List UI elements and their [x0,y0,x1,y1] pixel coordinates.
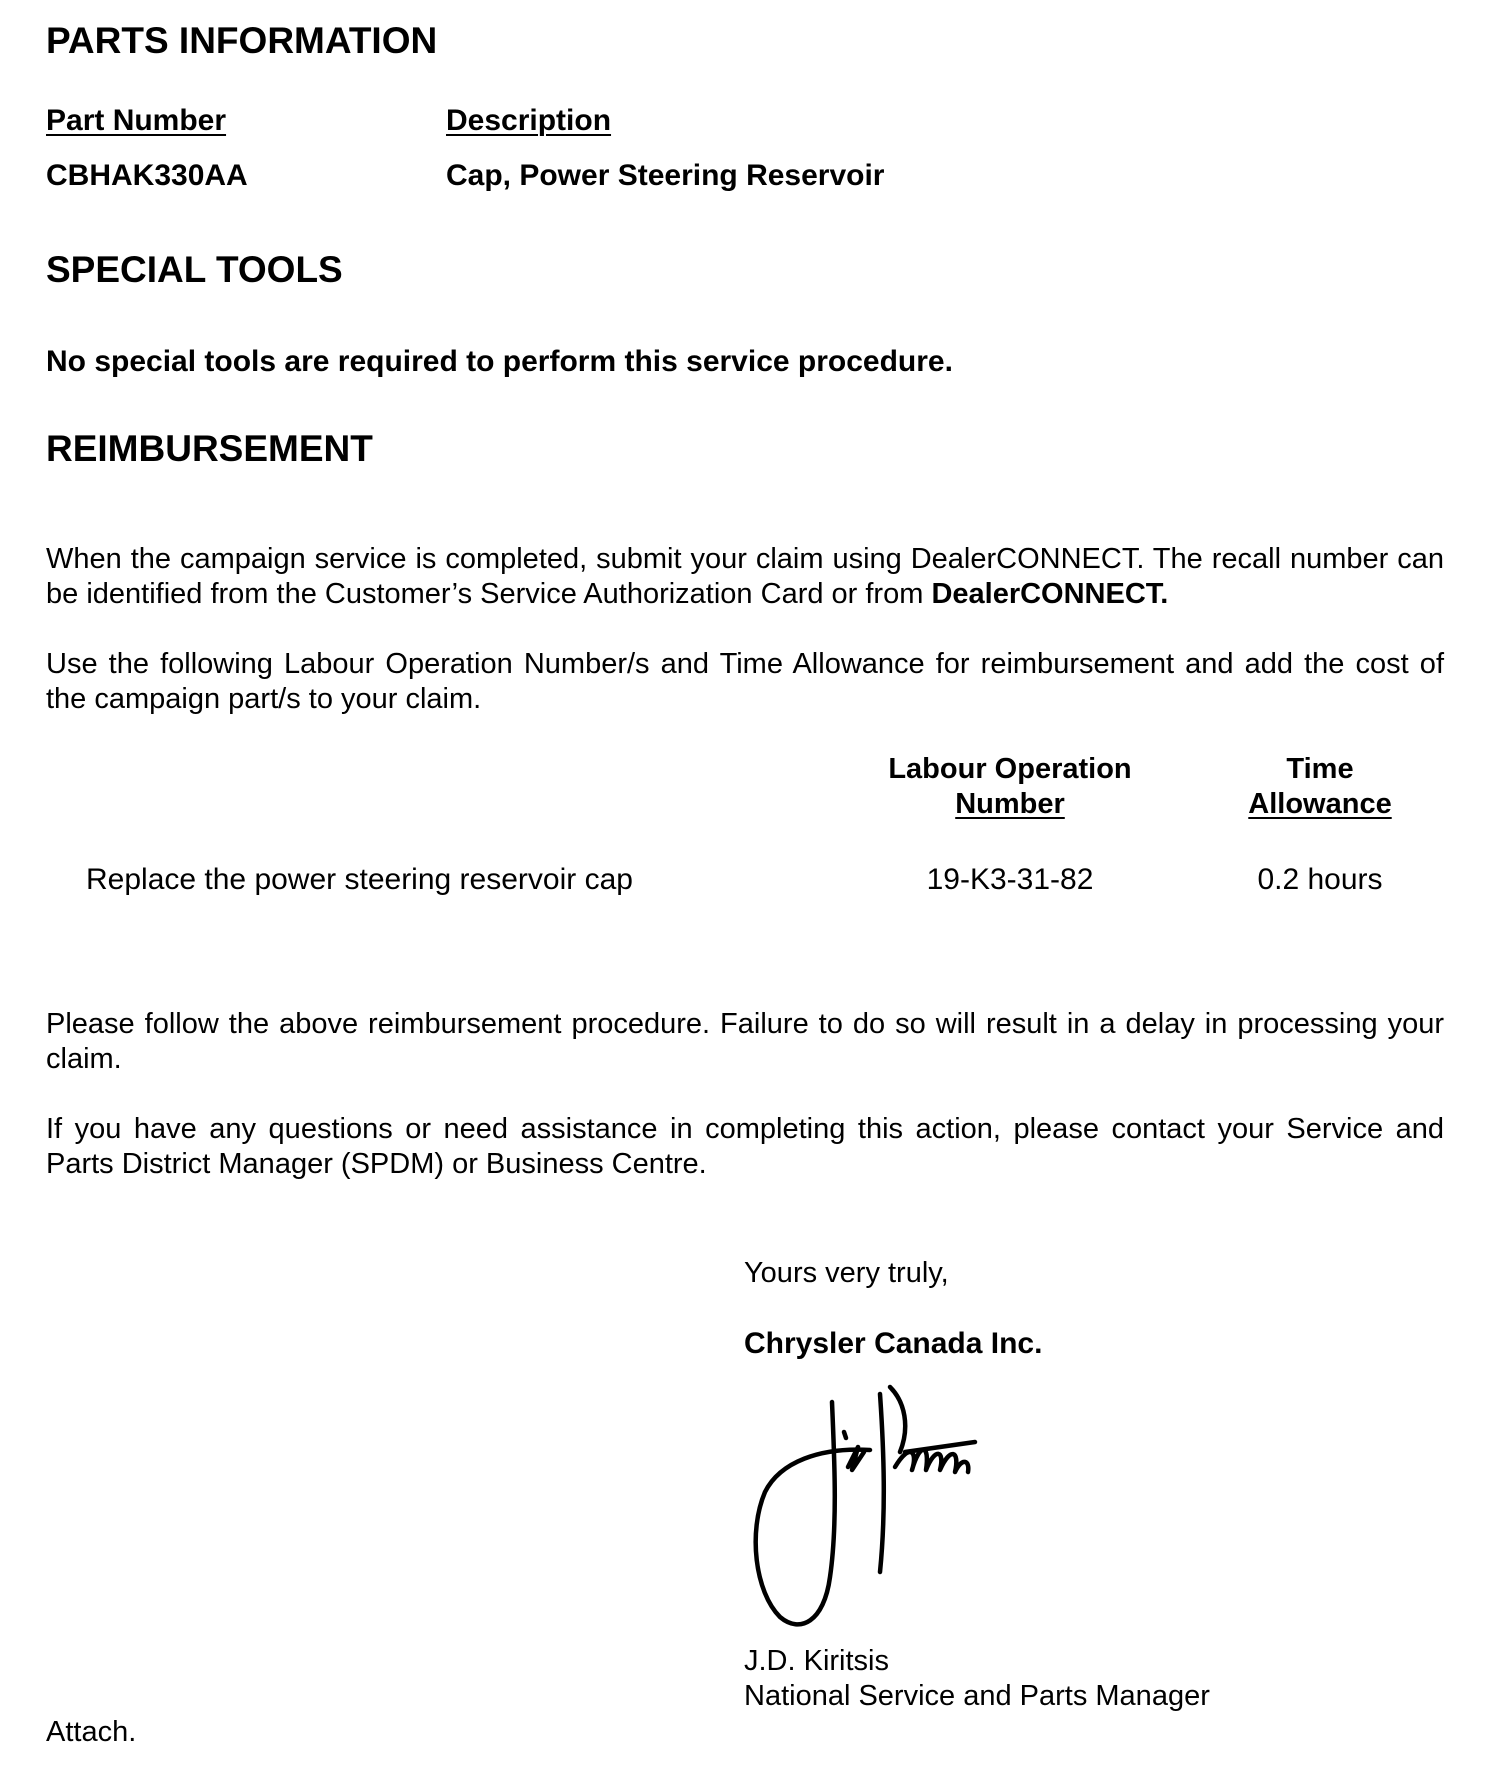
labour-operation-header-line2: Number [955,788,1065,820]
time-allowance-header [1220,752,1420,822]
labour-operation-header [860,752,1160,822]
labour-operation-header-line1: Labour Operation [888,753,1132,785]
special-tools-text: No special tools are required to perform this service procedure. [46,345,953,378]
special-tools-heading: SPECIAL TOOLS [46,249,343,290]
reimbursement-paragraph-1-text: When the campaign service is completed, submit your claim using DealerCONNECT. The recall number can be identified from the Customer’s Service Authorization Card or from [46,543,1444,610]
attachment-note: Attach. [46,1716,137,1748]
reimbursement-paragraph-3: Please follow the above reimbursement procedure. Failure to do so will result in a delay in processing your claim. [46,1008,1444,1075]
part-number-value: CBHAK330AA [46,159,248,192]
reimbursement-paragraph-4: If you have any questions or need assistance in completing this action, please contact your Service and Parts District Manager (SPDM) or Business Centre. [46,1113,1444,1180]
table-row-labour-number: 19-K3-31-82 [926,863,1094,896]
company-name: Chrysler Canada Inc. [744,1327,1043,1360]
reimbursement-heading: REIMBURSEMENT [46,428,373,469]
part-description-value: Cap, Power Steering Reservoir [446,159,885,192]
signer-title: National Service and Parts Manager [744,1680,1210,1712]
closing-salutation: Yours very truly, [744,1257,949,1289]
dealerconnect-bold-text: DealerCONNECT. [931,578,1169,610]
signer-name: J.D. Kiritsis [744,1645,889,1677]
time-allowance-header-line1: Time [1286,753,1354,785]
time-allowance-header-line2: Allowance [1248,788,1392,820]
part-number-column-header: Part Number [46,104,227,137]
description-column-header: Description [446,104,612,137]
table-row-description: Replace the power steering reservoir cap [86,863,633,896]
table-row-time-allowance: 0.2 hours [1257,863,1383,896]
parts-information-heading: PARTS INFORMATION [46,20,438,61]
reimbursement-paragraph-1 [46,542,1444,612]
reimbursement-paragraph-2: Use the following Labour Operation Number/s and Time Allowance for reimbursement and add the cost of the campaign part/s to your claim. [46,648,1444,715]
handwritten-signature [740,1372,1000,1642]
